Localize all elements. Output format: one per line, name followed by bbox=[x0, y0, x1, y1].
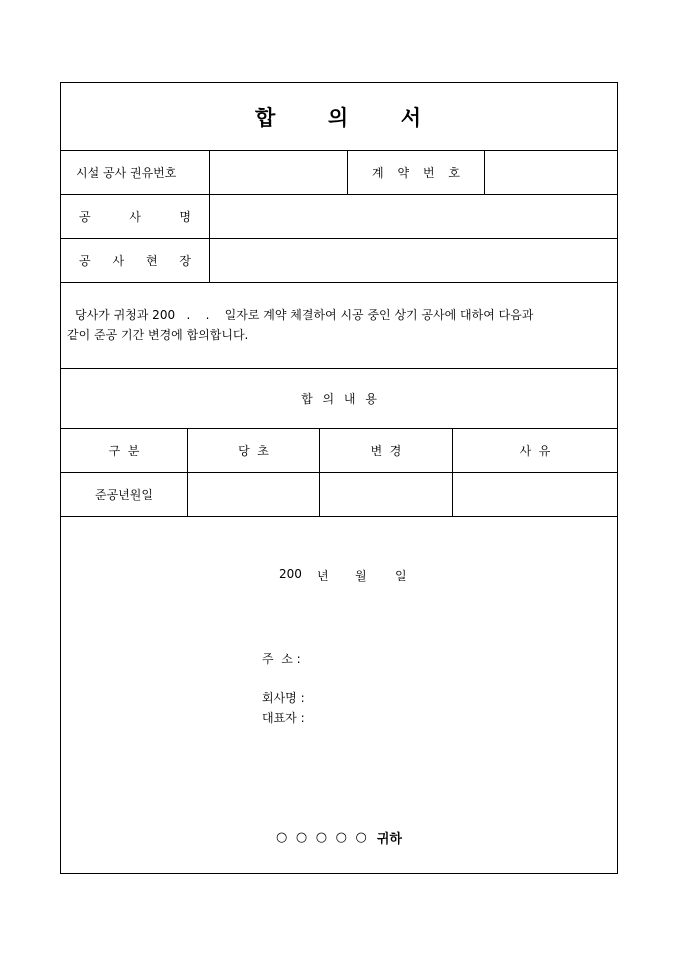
column-header: 변 경 bbox=[370, 444, 402, 458]
company-label: 회사명 : bbox=[262, 691, 305, 705]
label-char: 번 bbox=[422, 166, 435, 180]
statement-line-1: 당사가 귀청과 200 . . 일자로 계약 체결하여 시공 중인 상기 공사에 대하여 다음과 bbox=[75, 308, 534, 322]
signature-section bbox=[61, 517, 617, 873]
statement-line-2: 같이 준공 기간 변경에 합의합니다. bbox=[67, 328, 249, 342]
permit-number-value[interactable] bbox=[209, 151, 347, 194]
title-row bbox=[61, 83, 617, 151]
label-char: 호 bbox=[448, 166, 460, 180]
date-year-prefix: 200 bbox=[279, 567, 302, 581]
permit-number-label: 시설 공사 권유번호 bbox=[76, 166, 177, 180]
project-site-value[interactable] bbox=[209, 239, 617, 282]
date-month-unit: 월 bbox=[355, 569, 367, 583]
date-line bbox=[279, 567, 407, 584]
table-header-row bbox=[61, 429, 617, 473]
label-char: 공 bbox=[79, 254, 91, 268]
project-name-row bbox=[61, 195, 617, 239]
column-header: 사 유 bbox=[519, 444, 551, 458]
label-char: 공 bbox=[79, 210, 91, 224]
label-char: 명 bbox=[179, 210, 191, 224]
agreement-form bbox=[60, 82, 618, 874]
original-value[interactable] bbox=[187, 473, 319, 516]
agreement-header-row bbox=[61, 369, 617, 429]
label-char: 약 bbox=[397, 166, 410, 180]
contract-number-label bbox=[347, 151, 484, 194]
completion-date-label: 준공년원일 bbox=[95, 488, 153, 502]
date-year-unit: 년 bbox=[317, 569, 329, 583]
date-day-unit: 일 bbox=[395, 569, 407, 583]
project-name-label bbox=[79, 208, 191, 225]
recipient-suffix: 귀하 bbox=[376, 832, 402, 847]
project-site-label bbox=[79, 252, 191, 269]
label-char: 사 bbox=[129, 210, 141, 224]
changed-value[interactable] bbox=[319, 473, 452, 516]
project-name-value[interactable] bbox=[209, 195, 617, 238]
representative-label: 대표자 : bbox=[262, 711, 305, 725]
reason-value[interactable] bbox=[452, 473, 617, 516]
recipient-placeholder: ○ ○ ○ ○ ○ bbox=[276, 830, 369, 845]
permit-number-row bbox=[61, 151, 617, 195]
title-char: 서 bbox=[400, 104, 423, 130]
column-header: 구 분 bbox=[108, 444, 140, 458]
statement-row bbox=[61, 283, 617, 369]
table-row bbox=[61, 473, 617, 517]
label-char: 현 bbox=[145, 254, 158, 268]
title-char: 의 bbox=[327, 104, 351, 130]
column-header: 당 초 bbox=[238, 444, 269, 458]
recipient-line bbox=[276, 828, 402, 847]
title-char: 합 bbox=[255, 104, 278, 130]
agreement-header: 합 의 내 용 bbox=[301, 392, 377, 406]
address-label: 주 소 : bbox=[262, 652, 301, 666]
label-char: 장 bbox=[179, 254, 191, 268]
project-site-row bbox=[61, 239, 617, 283]
contract-number-value[interactable] bbox=[484, 151, 617, 194]
page-title bbox=[61, 83, 617, 150]
label-char: 사 bbox=[112, 254, 125, 268]
label-char: 계 bbox=[372, 166, 384, 180]
